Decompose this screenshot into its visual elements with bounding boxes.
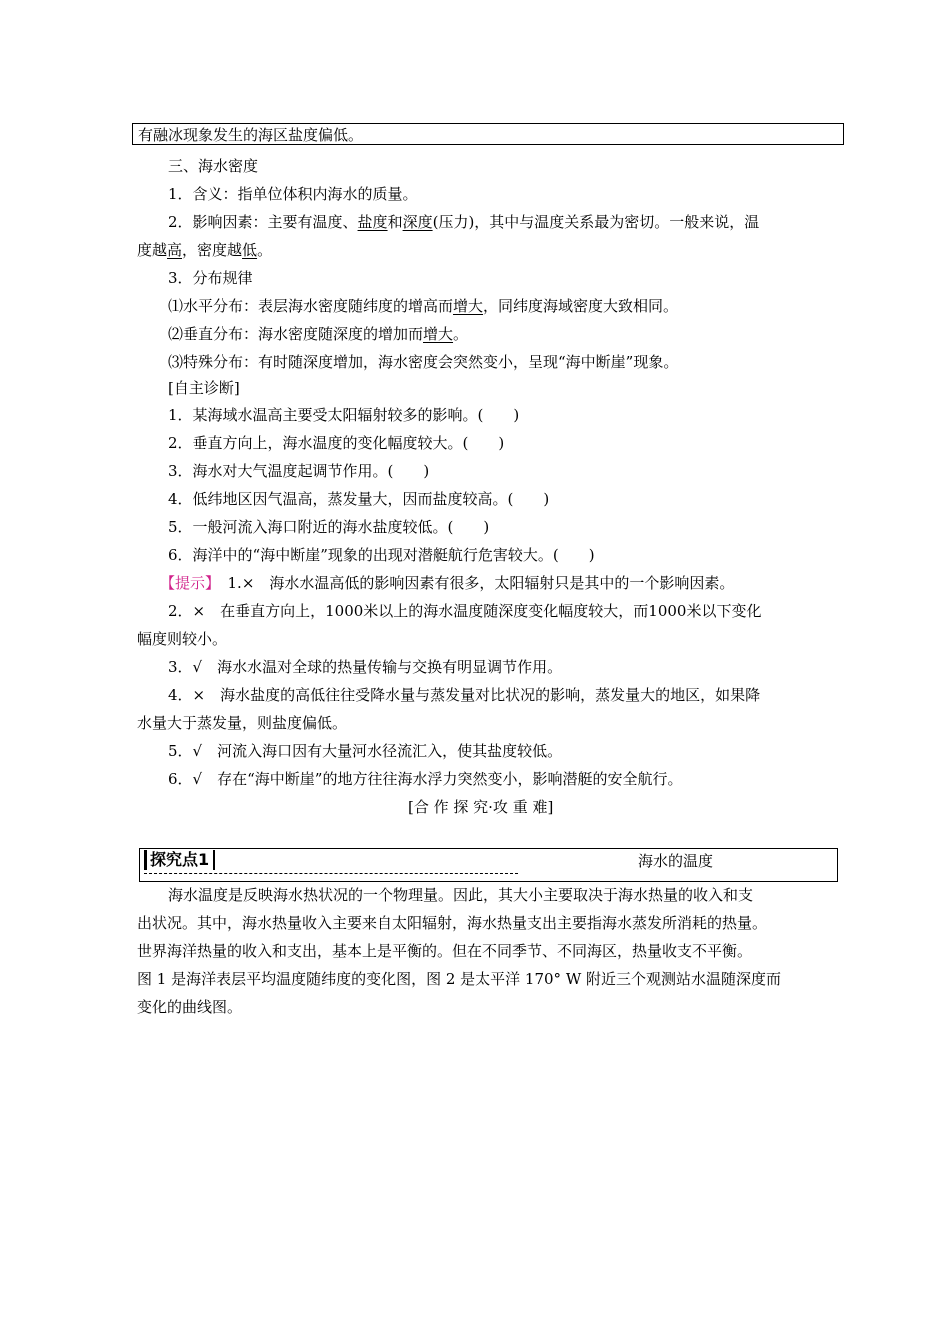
density-factors-line1: 2．影响因素：主要有温度、盐度和深度(压力)，其中与温度关系最为密切。一般来说，温: [168, 213, 760, 231]
continued-text: 有融冰现象发生的海区盐度偏低。: [138, 126, 364, 144]
blank-answer: 盐度: [357, 213, 388, 231]
self-diagnosis-heading: [自主诊断]: [168, 379, 240, 397]
hint-answer-1: 【提示】 1.× 海水水温高低的影响因素有很多，太阳辐射只是其中的一个影响因素。: [160, 574, 735, 592]
inquiry-point-tag: 探究点1: [144, 850, 215, 870]
paragraph-line: 世界海洋热量的收入和支出，基本上是平衡的。但在不同季节、不同海区，热量收支不平衡。: [137, 942, 753, 960]
blank-answer: 低: [242, 241, 258, 259]
inquiry-point-box: [139, 848, 838, 882]
vertical-distribution: ⑵垂直分布：海水密度随深度的增加而增大。: [168, 325, 469, 343]
inquiry-point-title: 海水的温度: [638, 852, 714, 870]
diagnosis-question-4: 4．低纬地区因气温高，蒸发量大，因而盐度较高。( ): [168, 490, 550, 508]
hint-answer-6: 6．√ 存在“海中断崖”的地方往往海水浮力突然变小，影响潜艇的安全航行。: [168, 770, 683, 788]
continued-text-box: [132, 123, 844, 145]
cooperative-inquiry-heading: [合 作 探 究·攻 重 难]: [408, 798, 554, 816]
special-distribution: ⑶特殊分布：有时随深度增加，海水密度会突然变小，呈现“海中断崖”现象。: [168, 353, 679, 371]
density-definition: 1．含义：指单位体积内海水的质量。: [168, 185, 418, 203]
density-factors-line2: 度越高，密度越低。: [137, 241, 273, 259]
distribution-heading: 3．分布规律: [168, 269, 253, 287]
hint-answer-4-line1: 4．× 海水盐度的高低往往受降水量与蒸发量对比状况的影响，蒸发量大的地区，如果降: [168, 686, 761, 704]
hint-answer-2-line2: 幅度则较小。: [137, 630, 228, 648]
diagnosis-question-6: 6．海洋中的“海中断崖”现象的出现对潜艇航行危害较大。( ): [168, 546, 595, 564]
blank-answer: 增大: [453, 297, 484, 315]
diagnosis-question-2: 2．垂直方向上，海水温度的变化幅度较大。( ): [168, 434, 505, 452]
paragraph-line: 图 1 是海洋表层平均温度随纬度的变化图，图 2 是太平洋 170° W 附近三个观测站水温随深度而: [137, 970, 782, 988]
hint-label: 【提示】: [160, 574, 213, 592]
diagnosis-question-5: 5．一般河流入海口附近的海水盐度较低。( ): [168, 518, 490, 536]
paragraph-line: 变化的曲线图。: [137, 998, 243, 1016]
dashed-divider: [144, 873, 518, 874]
horizontal-distribution: ⑴水平分布：表层海水密度随纬度的增高而增大，同纬度海域密度大致相同。: [168, 297, 679, 315]
section-heading-density: 三、海水密度: [168, 157, 259, 175]
paragraph-line: 海水温度是反映海水热状况的一个物理量。因此，其大小主要取决于海水热量的收入和支: [168, 886, 754, 904]
blank-answer: 增大: [423, 325, 454, 343]
paragraph-line: 出状况。其中，海水热量收入主要来自太阳辐射，海水热量支出主要指海水蒸发所消耗的热量。: [137, 914, 768, 932]
blank-answer: 高: [167, 241, 183, 259]
hint-answer-4-line2: 水量大于蒸发量，则盐度偏低。: [137, 714, 348, 732]
blank-answer: 深度: [402, 213, 433, 231]
hint-answer-2-line1: 2．× 在垂直方向上，1000米以上的海水温度随深度变化幅度较大，而1000米以下变化: [168, 602, 762, 620]
hint-answer-5: 5．√ 河流入海口因有大量河水径流汇入，使其盐度较低。: [168, 742, 563, 760]
diagnosis-question-1: 1．某海域水温高主要受太阳辐射较多的影响。( ): [168, 406, 520, 424]
diagnosis-question-3: 3．海水对大气温度起调节作用。( ): [168, 462, 430, 480]
hint-answer-3: 3．√ 海水水温对全球的热量传输与交换有明显调节作用。: [168, 658, 563, 676]
